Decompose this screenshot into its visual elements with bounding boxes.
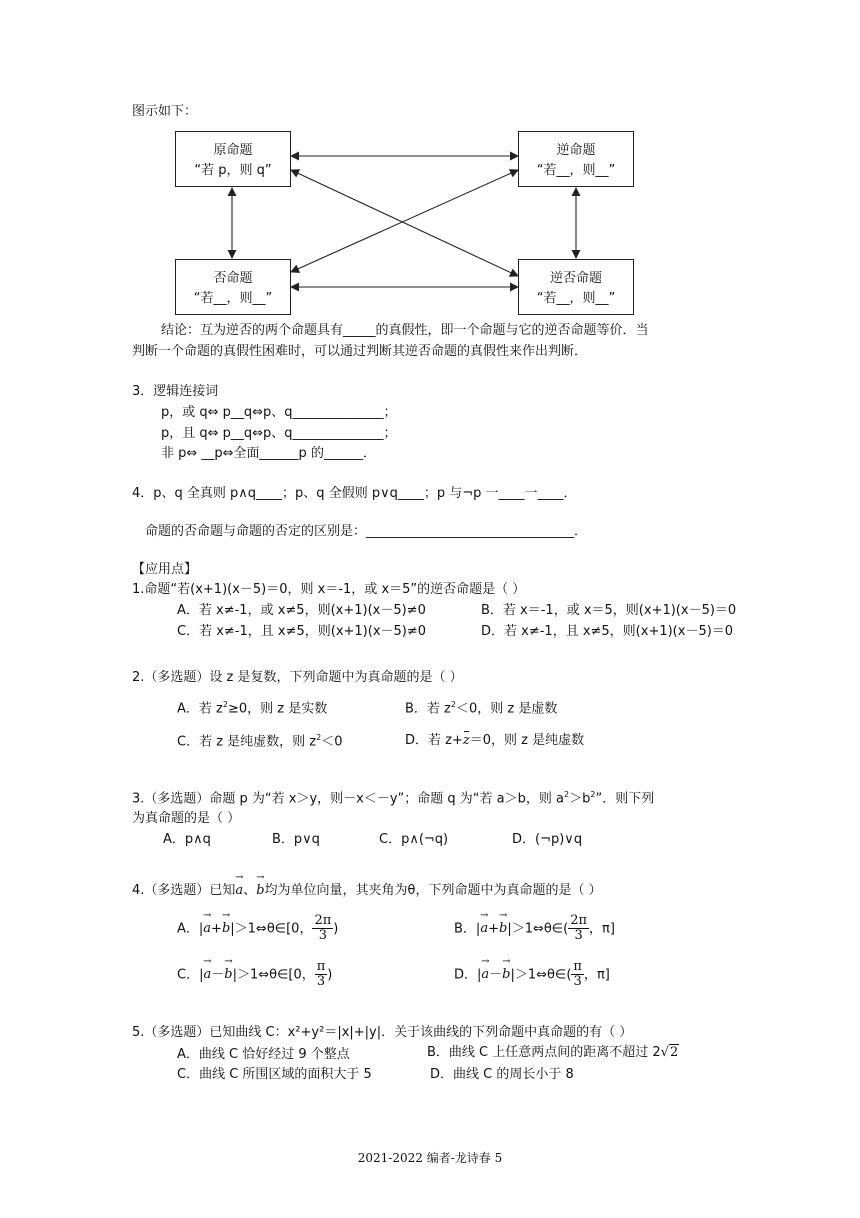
section-4-difference: 命题的否命题与命题的否定的区别是：________________________________．: [145, 524, 588, 539]
q1-option-b: B．若 x＝-1，或 x＝5，则(x+1)(x－5)＝0: [481, 603, 737, 618]
vector-b: → b: [502, 967, 510, 983]
q3-stem-post: ”．则下列: [595, 791, 655, 807]
q4-stem-post: 均为单位向量，其夹角为θ，下列命题中为真命题的是（ ）: [264, 883, 602, 898]
q4-c-label: C．|: [177, 967, 204, 983]
q1-option-c: C．若 x≠-1，且 x≠5，则(x+1)(x－5)≠0: [177, 624, 427, 639]
section-3-line-not: 非 p⇔ __p⇔全面______p 的______．: [161, 446, 376, 461]
fraction-2pi-over-3: [568, 914, 589, 944]
q5-option-a: A．曲线 C 恰好经过 9 个整点: [177, 1047, 350, 1062]
frac-num: π: [573, 959, 582, 974]
q3-sup-2: 2: [590, 790, 596, 799]
q2-d-pre: D．若 z+: [405, 733, 463, 748]
section-3-line-and: p，且 q⇔ p__q⇔p、q______________；: [161, 426, 397, 441]
q4-minus: －: [211, 967, 225, 983]
q2-c-sup: 2: [316, 733, 322, 742]
q5-stem: 5.（多选题）已知曲线 C：x²+y²＝|x|+|y|．关于该曲线的下列命题中真命题的有（ ）: [132, 1025, 633, 1040]
q2-c-post: ＜0: [321, 734, 343, 750]
application-heading: 【应用点】: [132, 562, 198, 577]
vector-a: → a: [203, 921, 211, 937]
q3-option-a: A．p∧q: [163, 832, 211, 847]
box-original-proposition: [175, 131, 291, 187]
q2-option-c: [177, 733, 343, 750]
q4-option-c: [177, 960, 332, 990]
q3-option-c: C．p∧(¬q): [379, 832, 449, 847]
vector-b: → b: [222, 921, 230, 937]
q3-stem-line-1: [132, 790, 654, 807]
sqrt-2: √2: [660, 1045, 679, 1060]
q3-stem-pre: 3.（多选题）命题 p 为“若 x＞y，则－x＜－y”；命题 q 为“若 a＞b，则 a: [132, 791, 564, 807]
q4-d-close: ，π]: [583, 967, 610, 983]
contrapositive-title: 逆否命题: [549, 271, 602, 286]
vector-b: → b: [224, 967, 232, 983]
q3-option-b: B．p∨q: [272, 832, 320, 847]
section-3-title: 3．逻辑连接词: [132, 384, 219, 399]
q4-plus: +: [488, 921, 499, 937]
vector-a: → a: [481, 967, 489, 983]
q3-stem-mid: ＞b: [569, 791, 591, 807]
vector-a: → a: [235, 883, 243, 899]
q4-d-cond: |＞1⇔θ∈(: [510, 967, 572, 983]
frac-num: 2π: [570, 913, 588, 928]
inverse-title: 否命题: [213, 271, 253, 286]
q4-a-close: ): [333, 921, 339, 937]
box-inverse-proposition: [175, 259, 291, 315]
frac-num: π: [316, 959, 326, 974]
fraction-pi-over-3: [315, 960, 328, 990]
z-conjugate: z: [462, 733, 470, 748]
converse-title: 逆命题: [556, 143, 596, 158]
vector-b: → b: [499, 921, 507, 937]
q2-b-post: ＜0，则 z 是虚数: [455, 701, 558, 717]
converse-form: “若__，则__”: [536, 163, 616, 178]
q2-a-pre: A．若 z: [177, 701, 223, 717]
section-4-line: 4．p、q 全真则 p∧q____；p、q 全假则 p∨q____；p 与¬p 一____一____．: [132, 486, 577, 501]
q4-d-label: D．|: [454, 967, 482, 983]
q5-b-pre: B．曲线 C 上任意两点间的距离不超过 2: [427, 1045, 661, 1060]
q4-b-close: ，π]: [589, 921, 615, 937]
frac-den: 3: [318, 928, 327, 944]
conclusion-line-2: 判断一个命题的真假性困难时，可以通过判断其逆否命题的真假性来作出判断．: [132, 344, 588, 359]
q2-stem: 2.（多选题）设 z 是复数，下列命题中为真命题的是（ ）: [132, 670, 463, 685]
q2-a-sup: 2: [222, 700, 228, 709]
original-form: “若 p，则 q”: [194, 163, 272, 178]
q2-a-post: ≥0，则 z 是实数: [227, 701, 328, 717]
q4-stem: [132, 883, 602, 899]
page-footer: 2021-2022 编者-龙诗春 5: [357, 1151, 503, 1165]
q2-c-pre: C．若 z 是纯虚数，则 z: [177, 734, 317, 750]
q3-sup-1: 2: [564, 790, 570, 799]
q4-option-b: [454, 914, 615, 944]
original-title: 原命题: [213, 143, 253, 158]
q2-b-sup: 2: [450, 700, 456, 709]
q2-b-pre: B．若 z: [405, 701, 451, 717]
q5-option-d: D．曲线 C 的周长小于 8: [430, 1067, 574, 1082]
q4-plus: +: [211, 921, 222, 937]
vector-a: → a: [480, 921, 488, 937]
q4-minus: －: [489, 967, 503, 983]
frac-num: 2π: [314, 913, 332, 928]
vector-a: → a: [203, 967, 211, 983]
sqrt-radicand: 2: [669, 1045, 679, 1060]
fraction-2pi-over-3: [312, 914, 333, 944]
fraction-pi-over-3: [571, 960, 584, 990]
q2-option-d: [405, 733, 584, 749]
q5-option-c: C．曲线 C 所围区域的面积大于 5: [177, 1067, 372, 1082]
q5-option-b: [427, 1045, 679, 1061]
q1-stem: 1.命题“若(x+1)(x－5)＝0，则 x＝-1，或 x＝5”的逆否命题是（ ）: [132, 582, 526, 597]
q4-sep: 、: [243, 883, 257, 898]
conclusion-line-1: 结论：互为逆否的两个命题具有_____的真假性，即一个命题与它的逆否命题等价．当: [161, 323, 649, 338]
contrapositive-form: “若__，则__”: [536, 291, 616, 306]
logic-relation-diagram: [0, 0, 860, 330]
q4-c-close: ): [327, 967, 333, 983]
inverse-form: “若__，则__”: [193, 291, 273, 306]
frac-den: 3: [574, 928, 583, 944]
q4-option-a: [177, 914, 338, 944]
frac-den: 3: [316, 974, 326, 990]
q2-option-b: [405, 700, 557, 717]
q4-a-label: A．|: [177, 921, 204, 937]
box-converse-proposition: [518, 131, 634, 187]
q4-b-cond: |＞1⇔θ∈(: [507, 921, 569, 937]
q3-stem-line-2: 为真命题的是（ ）: [132, 811, 241, 826]
q4-c-cond: |＞1⇔θ∈[0，: [232, 967, 315, 983]
frac-den: 3: [573, 974, 582, 990]
q4-stem-pre: 4.（多选题）已知: [132, 883, 236, 898]
box-contrapositive-proposition: [518, 259, 634, 315]
section-3-line-or: p，或 q⇔ p__q⇔p、q______________；: [161, 405, 397, 420]
q4-a-cond: |＞1⇔θ∈[0，: [230, 921, 313, 937]
vector-b: → b: [256, 883, 264, 899]
q1-option-a: A．若 x≠-1，或 x≠5，则(x+1)(x－5)≠0: [177, 603, 426, 618]
diagram-intro: 图示如下：: [132, 104, 198, 119]
q3-option-d: D．(¬p)∨q: [512, 832, 583, 847]
q2-option-a: [177, 700, 327, 717]
q4-option-d: [454, 960, 610, 990]
q4-b-label: B．|: [454, 921, 481, 937]
q2-d-post: ＝0，则 z 是纯虚数: [469, 733, 585, 748]
q1-option-d: D．若 x≠-1，且 x≠5，则(x+1)(x－5)＝0: [481, 624, 734, 639]
